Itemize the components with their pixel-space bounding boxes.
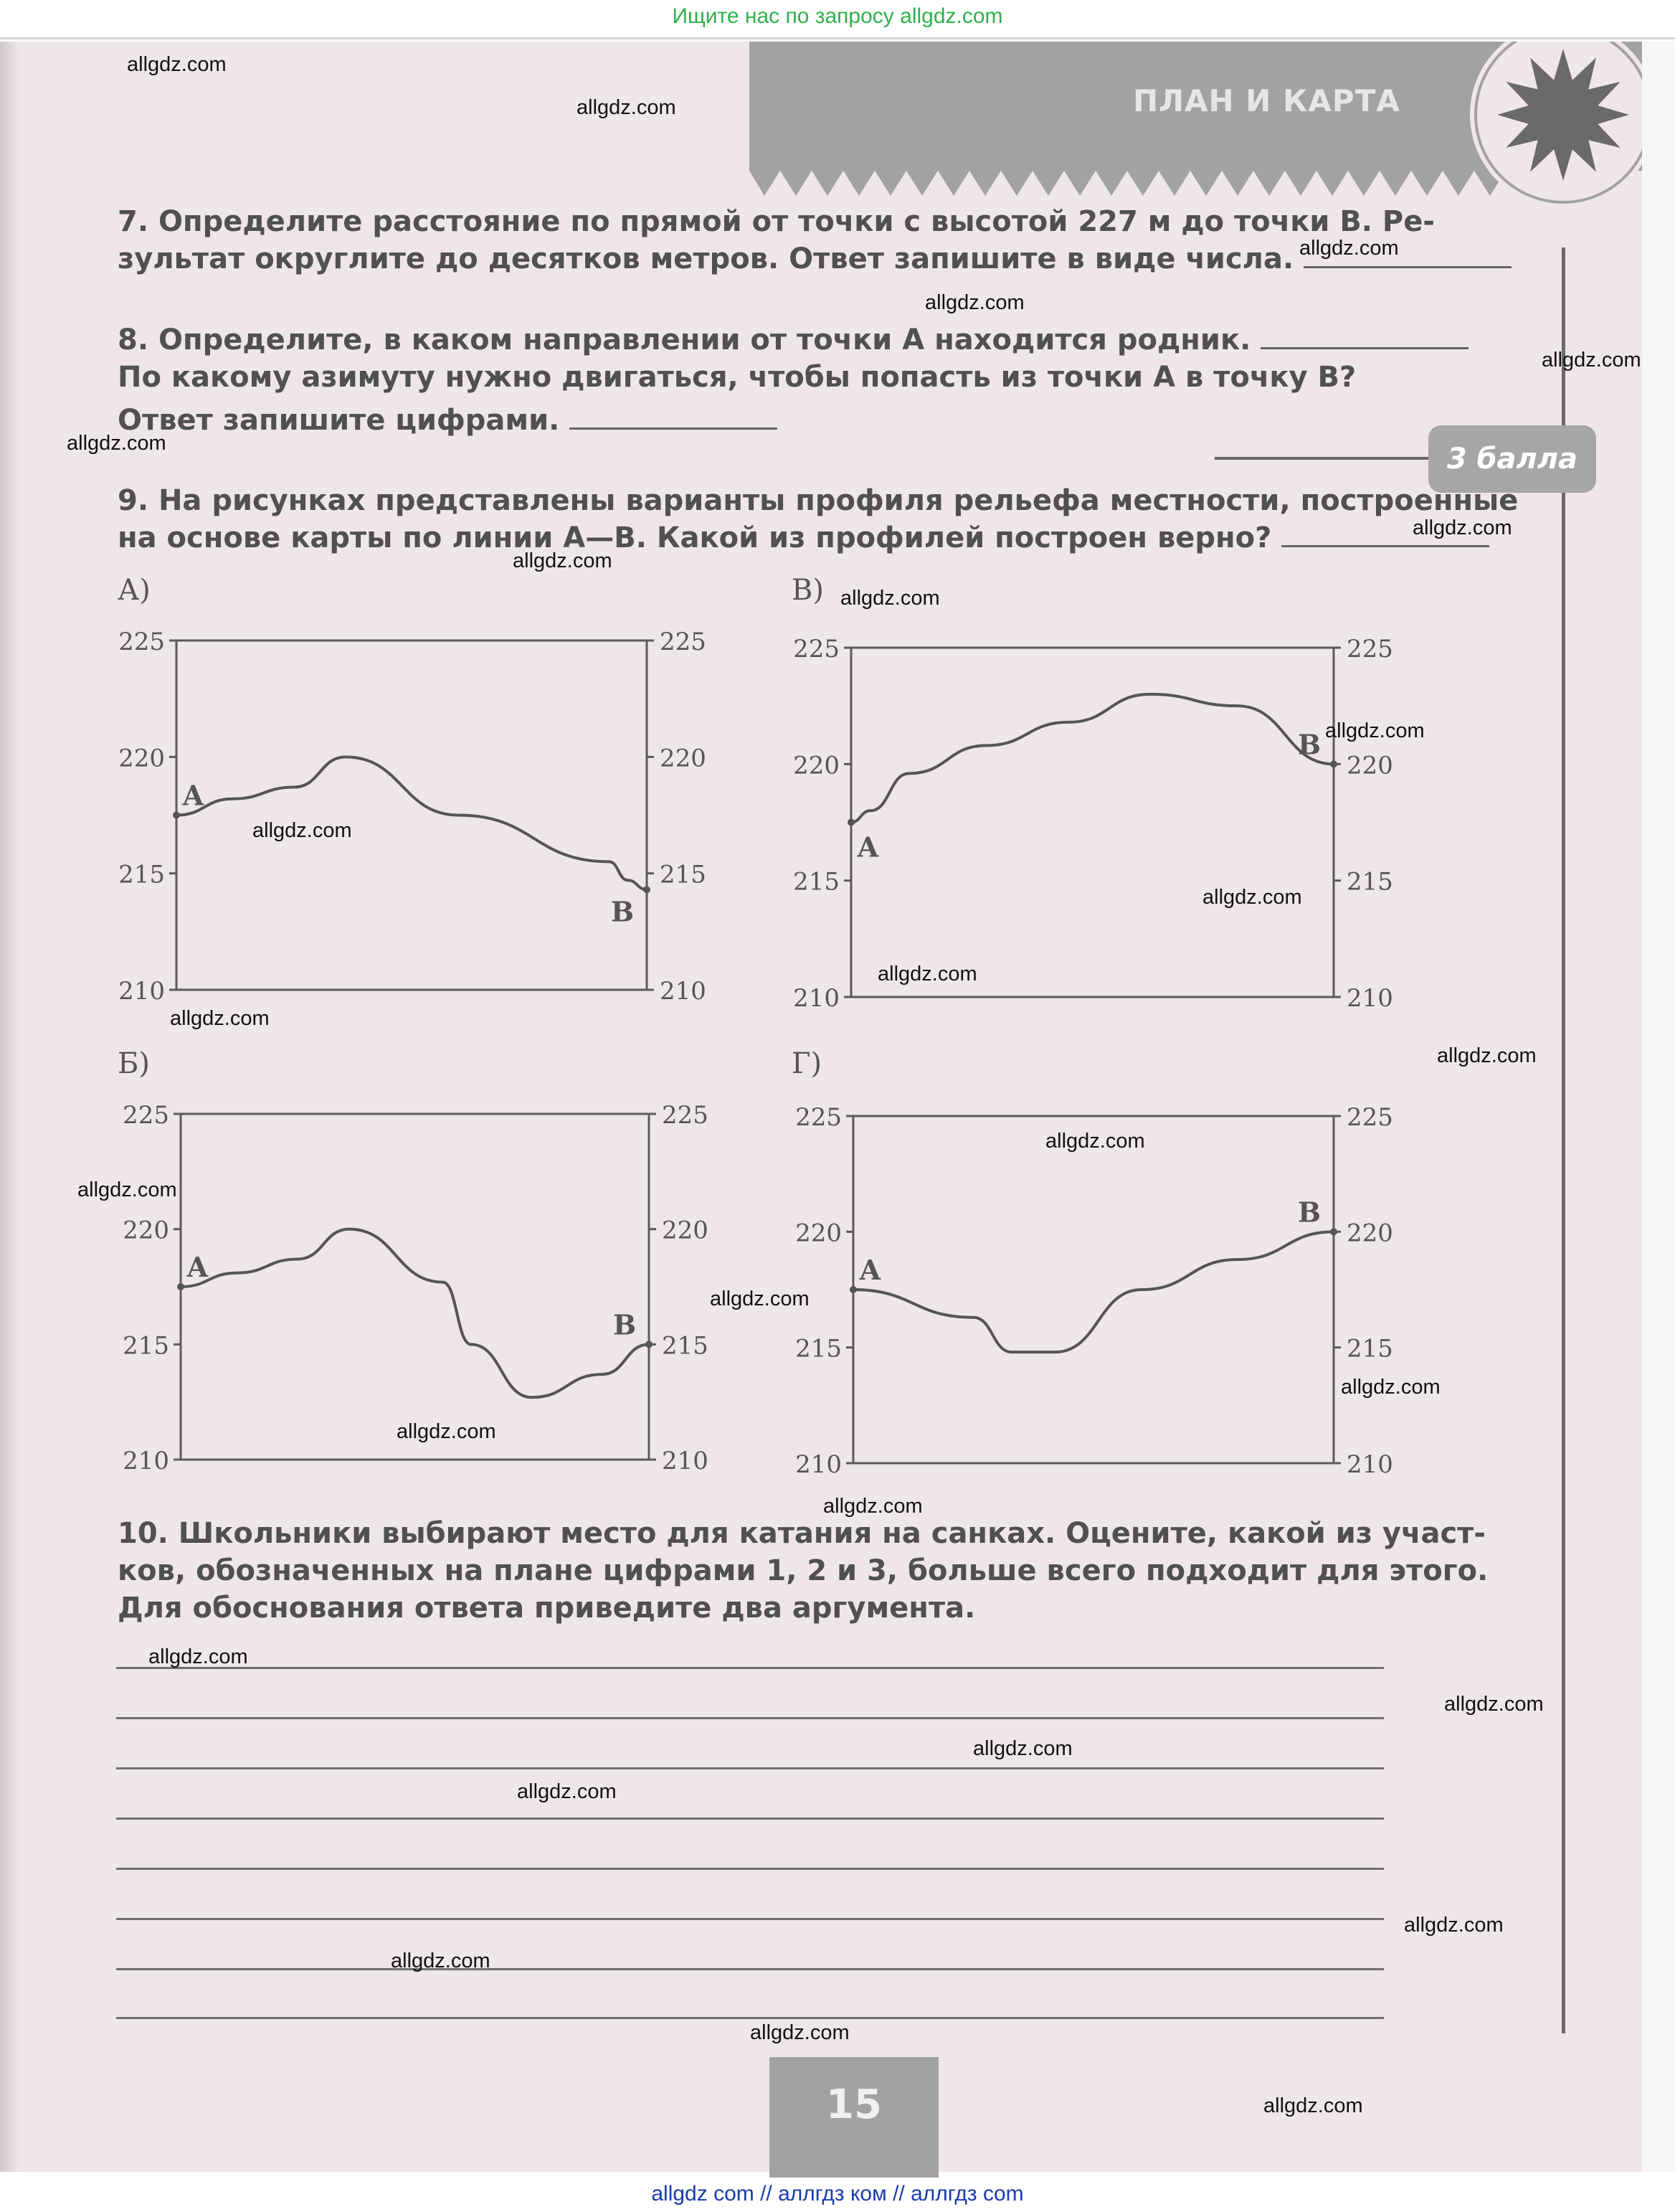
panel-label-g: Г) bbox=[792, 1047, 822, 1080]
y-tick-label-left: 215 bbox=[123, 1331, 169, 1361]
watermark: allgdz.com bbox=[1263, 2094, 1363, 2117]
watermark: allgdz.com bbox=[973, 1737, 1073, 1760]
point-a-label: А bbox=[859, 1254, 881, 1286]
page-edge bbox=[1642, 42, 1675, 2172]
panel-label-b: Б) bbox=[118, 1047, 150, 1080]
bottom-banner-text: allgdz com // аллгдз ком // аллгдз com bbox=[651, 2182, 1024, 2206]
watermark: allgdz.com bbox=[1045, 1130, 1145, 1153]
y-tick-label-left: 215 bbox=[795, 1334, 842, 1363]
y-tick-label-left: 215 bbox=[118, 860, 165, 889]
question-7-text: зультат округлите до десятков метров. Ответ запишите в виде числа. bbox=[118, 242, 1294, 275]
watermark: allgdz.com bbox=[170, 1007, 270, 1030]
chart-frame bbox=[176, 641, 647, 990]
point-a-marker bbox=[850, 1286, 857, 1293]
y-tick-label-right: 220 bbox=[1347, 1219, 1393, 1248]
profile-line bbox=[853, 1232, 1334, 1352]
question-10-line-3: Для обоснования ответа приведите два аргумента. bbox=[118, 1592, 976, 1625]
question-7-line-1: 7. Определите расстояние по прямой от точки с высотой 227 м до точки В. Ре- bbox=[118, 205, 1435, 238]
point-a-label: А bbox=[182, 779, 204, 812]
watermark: allgdz.com bbox=[513, 549, 612, 572]
y-tick-label-left: 220 bbox=[793, 751, 840, 780]
score-badge-text: 3 балла bbox=[1446, 443, 1578, 476]
profile-line bbox=[851, 694, 1334, 823]
watermark: allgdz.com bbox=[391, 1949, 490, 1972]
watermark: allgdz.com bbox=[67, 432, 166, 455]
watermark: allgdz.com bbox=[1437, 1044, 1537, 1067]
y-tick-label-left: 210 bbox=[793, 984, 840, 1013]
question-8-line-2: По какому азимуту нужно двигаться, чтобы попасть из точки А в точку В? bbox=[118, 361, 1357, 394]
y-tick-label-left: 220 bbox=[118, 744, 165, 773]
point-b-marker bbox=[1330, 1228, 1337, 1235]
point-b-label: В bbox=[1298, 1196, 1322, 1229]
point-a-marker bbox=[177, 1283, 184, 1290]
y-tick-label-right: 215 bbox=[1347, 867, 1393, 897]
y-tick-label-left: 225 bbox=[118, 628, 165, 656]
y-tick-label-left: 225 bbox=[123, 1101, 169, 1130]
point-b-label: В bbox=[613, 1308, 637, 1341]
answer-line-4[interactable] bbox=[116, 1818, 1384, 1820]
answer-line-7[interactable] bbox=[116, 1968, 1384, 1970]
y-tick-label-left: 220 bbox=[795, 1219, 842, 1248]
question-10-line-2: ков, обозначенных на плане цифрами 1, 2 и 3, больше всего подходит для этого. bbox=[118, 1554, 1489, 1587]
watermark: allgdz.com bbox=[77, 1178, 177, 1201]
watermark: allgdz.com bbox=[1444, 1693, 1544, 1716]
watermark: allgdz.com bbox=[823, 1495, 923, 1518]
watermark: allgdz.com bbox=[576, 96, 676, 119]
profile-line bbox=[181, 1229, 649, 1398]
watermark: allgdz.com bbox=[252, 819, 352, 842]
watermark: allgdz.com bbox=[710, 1287, 810, 1310]
point-b-label: В bbox=[1298, 728, 1322, 761]
chart-frame bbox=[851, 648, 1334, 997]
y-tick-label-right: 220 bbox=[662, 1216, 708, 1245]
watermark: allgdz.com bbox=[1299, 237, 1399, 260]
y-tick-label-left: 225 bbox=[795, 1103, 842, 1132]
watermark: allgdz.com bbox=[1404, 1914, 1504, 1937]
section-title: ПЛАН И КАРТА bbox=[1133, 83, 1400, 118]
watermark: allgdz.com bbox=[397, 1420, 496, 1443]
watermark: allgdz.com bbox=[1325, 719, 1425, 742]
question-9-line-1: 9. На рисунках представлены варианты профиля рельефа местности, построенные bbox=[118, 484, 1519, 517]
chart-frame bbox=[853, 1116, 1334, 1463]
y-tick-label-right: 210 bbox=[662, 1447, 708, 1475]
watermark: allgdz.com bbox=[127, 53, 227, 76]
chart-frame bbox=[181, 1114, 649, 1460]
question-8-prompt: Ответ запишите цифрами. bbox=[118, 404, 560, 437]
answer-line-5[interactable] bbox=[116, 1868, 1384, 1870]
y-tick-label-right: 215 bbox=[660, 860, 706, 889]
y-tick-label-right: 215 bbox=[1347, 1334, 1393, 1363]
page-number-box bbox=[769, 2057, 939, 2178]
y-tick-label-right: 225 bbox=[660, 628, 706, 656]
y-tick-label-left: 210 bbox=[123, 1447, 169, 1475]
answer-line-6[interactable] bbox=[116, 1918, 1384, 1920]
panel-label-a: А) bbox=[118, 574, 151, 607]
watermark: allgdz.com bbox=[1202, 886, 1302, 909]
watermark: allgdz.com bbox=[840, 587, 940, 610]
profile-line bbox=[176, 757, 647, 889]
top-banner-text: Ищите нас по запросу allgdz.com bbox=[672, 4, 1003, 28]
y-tick-label-left: 210 bbox=[795, 1450, 842, 1479]
y-tick-label-right: 210 bbox=[660, 977, 706, 1006]
watermark: allgdz.com bbox=[1542, 349, 1641, 372]
watermark: allgdz.com bbox=[1341, 1376, 1441, 1399]
point-b-label: В bbox=[611, 895, 635, 928]
point-a-label: А bbox=[186, 1251, 209, 1283]
panel-label-v: В) bbox=[792, 574, 824, 607]
watermark: allgdz.com bbox=[750, 2021, 850, 2044]
point-b-marker bbox=[645, 1341, 653, 1348]
watermark: allgdz.com bbox=[925, 291, 1025, 314]
question-9-text: на основе карты по линии А—В. Какой из профилей построен верно? bbox=[118, 521, 1272, 554]
y-tick-label-right: 225 bbox=[662, 1101, 708, 1130]
y-tick-label-right: 220 bbox=[1347, 751, 1393, 780]
answer-line-8[interactable] bbox=[116, 2017, 1384, 2019]
watermark: allgdz.com bbox=[148, 1645, 248, 1668]
y-tick-label-right: 210 bbox=[1347, 984, 1393, 1013]
question-8-text: 8. Определите, в каком направлении от точки А находится родник. bbox=[118, 323, 1251, 356]
y-tick-label-left: 225 bbox=[793, 635, 840, 663]
point-a-label: А bbox=[857, 831, 879, 864]
answer-line-2[interactable] bbox=[116, 1717, 1384, 1719]
y-tick-label-right: 215 bbox=[662, 1331, 708, 1361]
page-number: 15 bbox=[826, 2081, 882, 2128]
y-tick-label-left: 220 bbox=[123, 1216, 169, 1245]
bottom-site-banner bbox=[0, 2178, 1675, 2212]
watermark: allgdz.com bbox=[1413, 516, 1512, 539]
answer-line-3[interactable] bbox=[116, 1767, 1384, 1769]
watermark: allgdz.com bbox=[878, 963, 977, 986]
y-tick-label-right: 210 bbox=[1347, 1450, 1393, 1479]
y-tick-label-left: 210 bbox=[118, 977, 165, 1006]
point-a-marker bbox=[173, 812, 180, 819]
answer-line-1[interactable] bbox=[116, 1667, 1384, 1669]
y-tick-label-right: 225 bbox=[1347, 635, 1393, 663]
point-b-marker bbox=[643, 886, 650, 893]
y-tick-label-right: 220 bbox=[660, 744, 706, 773]
watermark: allgdz.com bbox=[517, 1780, 617, 1803]
y-tick-label-right: 225 bbox=[1347, 1103, 1393, 1132]
point-a-marker bbox=[848, 819, 855, 826]
y-tick-label-left: 215 bbox=[793, 867, 840, 897]
question-10-line-1: 10. Школьники выбирают место для катания на санках. Оцените, какой из участ- bbox=[118, 1517, 1486, 1550]
point-b-marker bbox=[1330, 760, 1337, 767]
